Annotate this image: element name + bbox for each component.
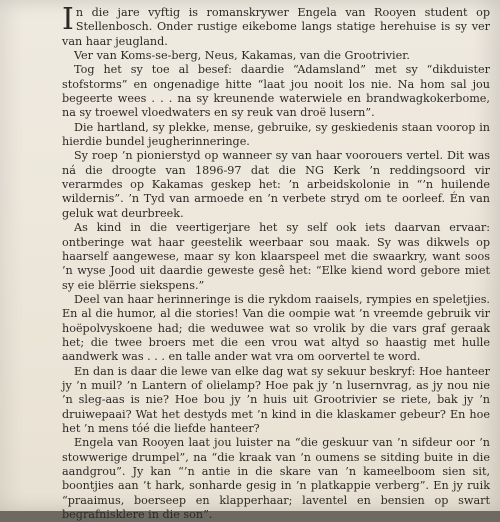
paragraph-1-text: n die jare vyftig is romanskrywer Engela van Rooyen student op Stellenbosch. Onder rustige eikebome langs statige herehuise is sy ver van haar jeugland.: [62, 6, 490, 48]
paragraph-3: Tog het sy toe al besef: daardie “Adamsland” met sy “dikduister stofstorms” en ongenadige hitte “laat jou nooit los nie. Na hom sal jou begeerte wees . . . na sy kreunende waterwiele en brandwagkokerbome, na sy troewel vloedwaters en sy reuk van droë lusern”.: [62, 63, 490, 120]
paragraph-2: Ver van Koms-se-berg, Neus, Kakamas, van die Grootrivier.: [74, 49, 410, 63]
paragraph-9: Engela van Rooyen laat jou luister na “die geskuur van ’n sifdeur oor ’n stowwerige drumpel”, na “die kraak van ’n oumens se sitding buite in die aandgrou”. Jy kan “’n antie in die skare van ’n kameelboom sien sit, boontjies aan ’t hark, sonharde gesig in ’n platkappie verberg”. En jy ruik “praaimus, boerseep en klapperhaar; laventel en bensien op swart begrafnisklere in die son”.: [62, 436, 490, 522]
paragraph-7: Deel van haar herinneringe is die rykdom raaisels, rympies en speletjies. En al die humor, al die stories! Van die oompie wat ’n vreemde gebruik vir hoëpolvyskoene had; die weduwee wat so vrolik by die vars graf geraak het; die twee broers met die een vrou wat altyd so haastig met hulle aandwerk was . . . en talle ander wat vra om oorvertel te word.: [62, 292, 490, 364]
paragraph-6: As kind in die veertigerjare het sy self ook iets daarvan ervaar: ontberinge wat haar geestelik weerbaar sou maak. Sy was dikwels op haarself aangewese, maar sy kon klaarspeel met die swaarkry, want soos ’n wyse Jood uit daardie geweste gesê het: “Elke kiend word gebore miet sy eie blërrie siekspens.”: [62, 221, 490, 292]
paragraph-5: Sy roep ’n pionierstyd op wanneer sy van haar voorouers vertel. Dit was ná die droogte van 1896-97 dat die NG Kerk ’n reddingsoord vir verarmdes op Kakamas geskep het: ’n arbeidskolonie in “’n huilende wildernis”. ’n Tyd van armoede en ’n verbete stryd om te oorleef. Én van geluk wat deurbreek.: [62, 149, 490, 220]
drop-cap: I: [62, 2, 74, 37]
paragraph-1: [62, 2, 490, 49]
paragraph-4: Die hartland, sy plekke, mense, gebruike, sy geskiedenis staan voorop in hierdie bundel jeugherinneringe.: [62, 120, 490, 149]
page-text: [62, 2, 490, 522]
paragraph-8: En dan is daar die lewe van elke dag wat sy sekuur beskryf: Hoe hanteer jy ’n muil? ’n Lantern of olielamp? Hoe pak jy ’n lusernvrag, as jy nou nie ’n sleg-aas is nie? Hoe bou jy ’n huis uit Grootrivier se riete, bak jy ’n druiwepaai? Wat het destyds met ’n kind in die klaskamer gebeur? En hoe het ’n mens tóé die liefde hanteer?: [62, 364, 490, 435]
